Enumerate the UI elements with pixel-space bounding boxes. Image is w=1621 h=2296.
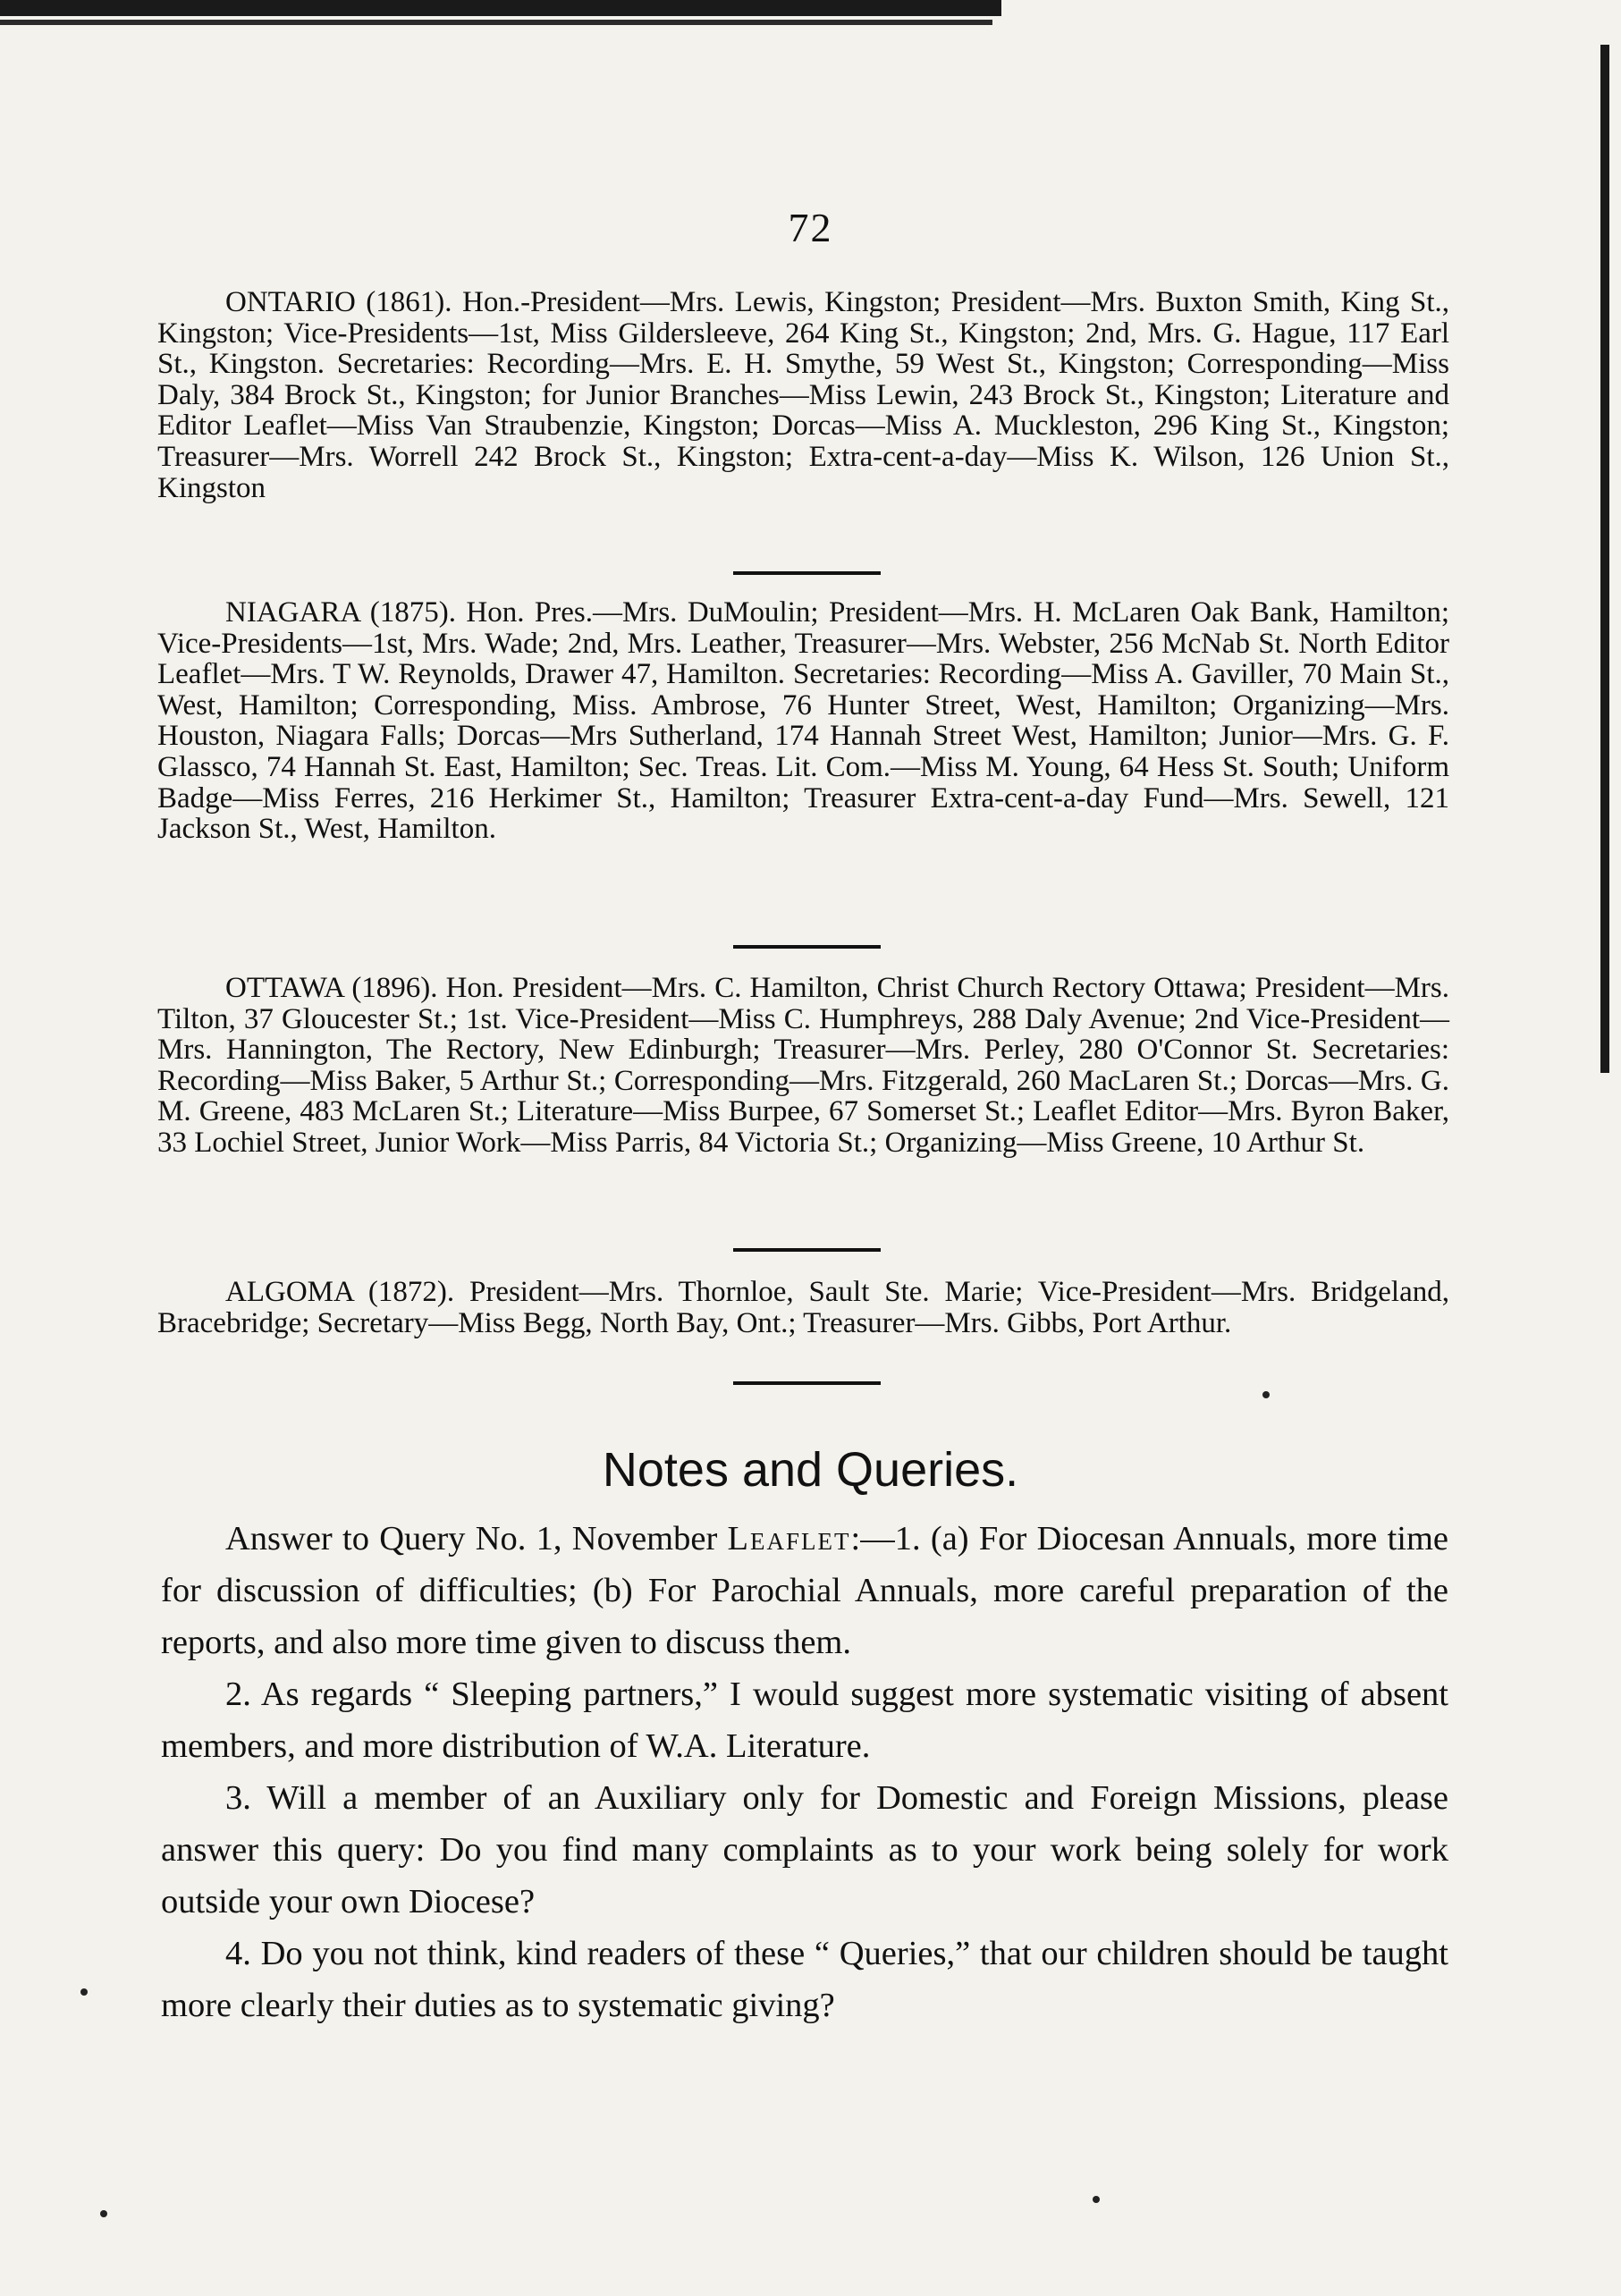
diocese-algoma [157, 1277, 1449, 1338]
diocese-officers: Hon.-President—Mrs. Lewis, Kingston; President—Mrs. Buxton Smith, King St., Kingston; Vice-Presidents—1st, Miss Gildersleeve, 264 King St., Kingston; 2nd, Mrs. G. Hague, 117 Earl St., Kingston. Secretaries: Recording—Mrs. E. H. Smythe, 59 West St., Kingston; Corresponding—Miss Daly, 384 Brock St., Kingston; for Junior Branches—Miss Lewin, 243 Brock St., Kingston; Literature and Editor Leaflet—Miss Van Straubenzie, Kingston; Dorcas—Miss A. Muckleston, 296 King St., Kingston; Treasurer—Mrs. Worrell 242 Brock St., Kingston; Extra-cent-a-day—Miss K. Wilson, 126 Union St., Kingston [157, 286, 1450, 504]
diocese-year: (1861). [366, 286, 452, 318]
diocese-name: ONTARIO [225, 286, 356, 318]
diocese-niagara [157, 597, 1449, 845]
query-answer-2: 2. As regards “ Sleeping partners,” I would suggest more systematic visiting of absent members, and more distribution of W.A. Literature. [161, 1676, 1448, 1765]
diocese-year: (1875). [369, 596, 456, 629]
query-intro: Answer to Query No. 1, November [225, 1520, 718, 1557]
query-answer-1 [161, 1513, 1448, 1668]
section-divider [733, 945, 881, 949]
query-answer-1-text: :—1. (a) For Diocesan Annuals, more time for discussion of difficulties; (b) For Parochial Annuals, more careful preparation of the reports, and also more time given to discuss them. [161, 1520, 1448, 1661]
scan-speck [80, 1988, 88, 1996]
notes-title: Notes and Queries. [602, 1443, 1019, 1497]
scan-border-top-secondary [0, 20, 992, 25]
scan-speck [1262, 1391, 1270, 1398]
diocese-name: ALGOMA [225, 1276, 354, 1308]
scan-speck [100, 2210, 107, 2217]
section-divider [733, 571, 881, 575]
diocese-year: (1896). [351, 972, 438, 1004]
query-answer-4: 4. Do you not think, kind readers of these “ Queries,” that our children should be taught more clearly their duties as to systematic giving? [161, 1935, 1448, 2024]
query-answer-3: 3. Will a member of an Auxiliary only for Domestic and Foreign Missions, please answer this query: Do you find many complaints as to your work being solely for work outside your own Diocese? [161, 1779, 1448, 1920]
diocese-name: OTTAWA [225, 972, 344, 1004]
scan-border-top [0, 0, 1001, 16]
diocese-officers: Hon. President—Mrs. C. Hamilton, Christ Church Rectory Ottawa; President—Mrs. Tilton, 37 Gloucester St.; 1st. Vice-President—Miss C. Humphreys, 288 Daly Avenue; 2nd Vice-President—Mrs. Hannington, The Rectory, New Edinburgh; Treasurer—Mrs. Perley, 280 O'Connor St. Secretaries: Recording—Miss Baker, 5 Arthur St.; Corresponding—Mrs. Fitzgerald, 260 MacLaren St.; Dorcas—Mrs. G. M. Greene, 483 McLaren St.; Literature—Miss Burpee, 67 Somerset St.; Leaflet Editor—Mrs. Byron Baker, 33 Lochiel Street, Junior Work—Miss Parris, 84 Victoria St.; Organizing—Miss Greene, 10 Arthur St. [157, 972, 1449, 1159]
diocese-officers: Hon. Pres.—Mrs. DuMoulin; President—Mrs. H. McLaren Oak Bank, Hamilton; Vice-Presidents—1st, Mrs. Wade; 2nd, Mrs. Leather, Treasurer—Mrs. Webster, 256 McNab St. North Editor Leaflet—Mrs. T W. Reynolds, Drawer 47, Hamilton. Secretaries: Recording—Miss A. Gaviller, 70 Main St., West, Hamilton; Corresponding, Miss. Ambrose, 76 Hunter Street, West, Hamilton; Organizing—Mrs. Houston, Niagara Falls; Dorcas—Mrs Sutherland, 174 Hannah Street West, Hamilton; Junior—Mrs. G. F. Glassco, 74 Hannah St. East, Hamilton; Sec. Treas. Lit. Com.—Miss M. Young, 64 Hess St. South; Uniform Badge—Miss Ferres, 216 Herkimer St., Hamilton; Treasurer Extra-cent-a-day Fund—Mrs. Sewell, 121 Jackson St., West, Hamilton. [157, 596, 1449, 846]
diocese-ontario [157, 287, 1449, 503]
diocese-year: (1872). [367, 1276, 455, 1308]
section-divider [733, 1381, 881, 1385]
leaflet-word: Leaflet [727, 1520, 851, 1557]
scan-border-right [1600, 45, 1609, 1073]
diocese-officers: President—Mrs. Thornloe, Sault Ste. Marie; Vice-President—Mrs. Bridgeland, Bracebridge; Secretary—Miss Begg, North Bay, Ont.; Treasurer—Mrs. Gibbs, Port Arthur. [157, 1276, 1449, 1339]
scan-speck [1093, 2196, 1100, 2203]
diocese-ottawa [157, 973, 1449, 1159]
page-number: 72 [788, 205, 833, 250]
section-divider [733, 1248, 881, 1252]
diocese-name: NIAGARA [225, 596, 360, 629]
notes-body [161, 1513, 1448, 2031]
